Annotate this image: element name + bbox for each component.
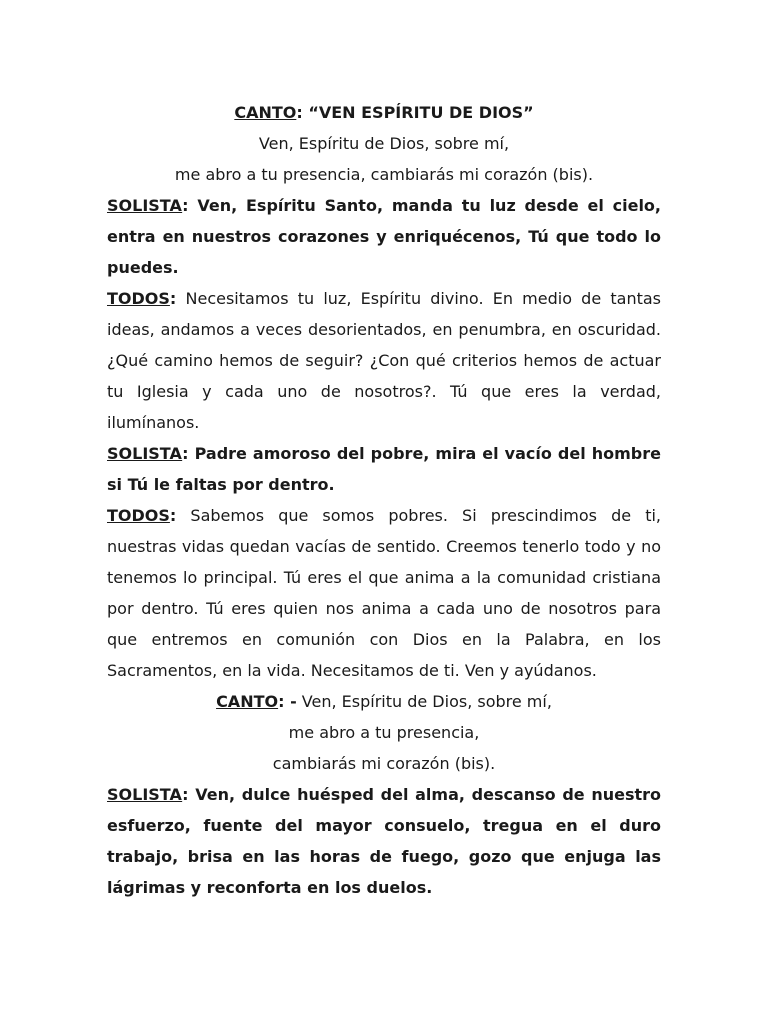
solista-paragraph-1 [107, 190, 661, 283]
canto-label: CANTO [234, 103, 297, 122]
canto-colon: : - [278, 692, 297, 711]
todos-label: TODOS [107, 506, 170, 525]
solista-text: Ven, dulce huésped del alma, descanso de nuestro esfuerzo, fuente del mayor consuelo, tregua en el duro trabajo, brisa en las horas de fuego, gozo que enjuga las lágrimas y reconforta en los duelos. [107, 785, 661, 897]
solista-text: Ven, Espíritu Santo, manda tu luz desde el cielo, entra en nuestros corazones y enriquécenos, Tú que todo lo puedes. [107, 196, 661, 277]
todos-paragraph-1 [107, 283, 661, 438]
solista-colon: : [182, 785, 189, 804]
canto-colon: : [296, 103, 303, 122]
solista-paragraph-2 [107, 438, 661, 500]
todos-text: Sabemos que somos pobres. Si prescindimos de ti, nuestras vidas quedan vacías de sentido. Creemos tenerlo todo y no tenemos lo principal. Tú eres el que anima a la comunidad cristiana por dentro. Tú eres quien nos anima a cada uno de nosotros para que entremos en comunión con Dios en la Palabra, en los Sacramentos, en la vida. Necesitamos de ti. Ven y ayúdanos. [107, 506, 661, 680]
solista-colon: : [182, 196, 189, 215]
todos-text: Necesitamos tu luz, Espíritu divino. En medio de tantas ideas, andamos a veces desorientados, en penumbra, en oscuridad. ¿Qué camino hemos de seguir? ¿Con qué criterios hemos de actuar tu Iglesia y cada uno de nosotros?. Tú que eres la verdad, ilumínanos. [107, 289, 661, 432]
chorus-line-1: Ven, Espíritu de Dios, sobre mí, [258, 134, 510, 153]
chorus-line-2: me abro a tu presencia, cambiarás mi corazón (bis). [174, 165, 594, 184]
solista-label: SOLISTA [107, 196, 183, 215]
solista-text: Padre amoroso del pobre, mira el vacío del hombre si Tú le faltas por dentro. [107, 444, 661, 494]
solista-paragraph-3 [107, 779, 661, 903]
canto-label: CANTO [216, 692, 279, 711]
canto-2-text: Ven, Espíritu de Dios, sobre mí, [296, 692, 552, 711]
solista-colon: : [182, 444, 189, 463]
todos-label: TODOS [107, 289, 170, 308]
canto-2-line-3: cambiarás mi corazón (bis). [272, 754, 496, 773]
song-title-text: “VEN ESPÍRITU DE DIOS” [302, 103, 534, 122]
solista-label: SOLISTA [107, 785, 183, 804]
todos-paragraph-2 [107, 500, 661, 686]
song-title [107, 97, 661, 128]
solista-label: SOLISTA [107, 444, 183, 463]
todos-colon: : [169, 289, 177, 308]
canto-2-line-2: me abro a tu presencia, [288, 723, 480, 742]
canto-2-line-1 [107, 686, 661, 717]
document-page [107, 97, 661, 903]
todos-colon: : [169, 506, 177, 525]
